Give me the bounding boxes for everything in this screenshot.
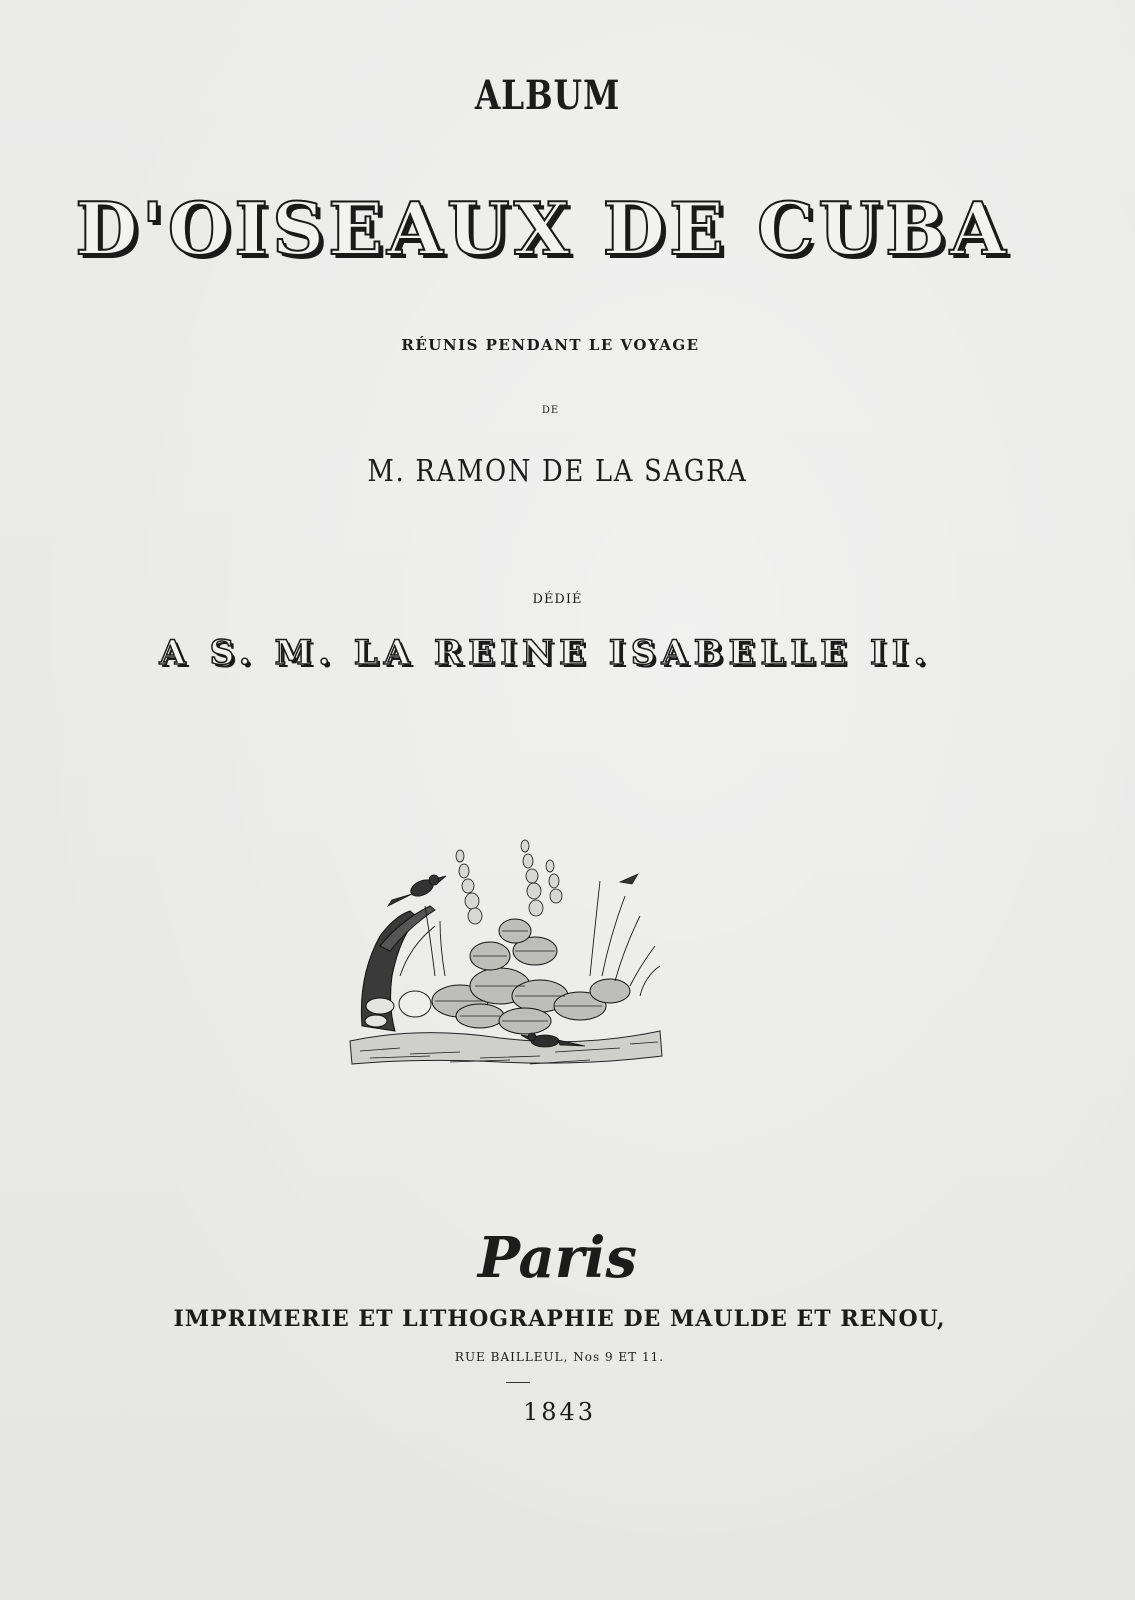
dedie-label: DÉDIÉ xyxy=(532,592,583,607)
printer-imprint: IMPRIMERIE ET LITHOGRAPHIE DE MAULDE ET RENOU, xyxy=(173,1306,946,1332)
dedication-line: A S. M. LA REINE ISABELLE II. xyxy=(159,633,932,673)
printer-address: RUE BAILLEUL, Nos 9 ET 11. xyxy=(454,1350,665,1364)
main-title: D'OISEAUX DE CUBA xyxy=(75,186,1010,271)
publication-year: 1843 xyxy=(522,1398,597,1426)
divider-rule xyxy=(506,1382,530,1383)
bird-vignette-illustration xyxy=(340,826,675,1076)
subtitle-reunis: RÉUNIS PENDANT LE VOYAGE xyxy=(401,336,700,354)
album-heading: ALBUM xyxy=(474,72,621,119)
subtitle-de: DE xyxy=(541,405,560,416)
place-of-publication: Paris xyxy=(477,1225,638,1291)
author-name: M. RAMON DE LA SAGRA xyxy=(367,454,748,489)
